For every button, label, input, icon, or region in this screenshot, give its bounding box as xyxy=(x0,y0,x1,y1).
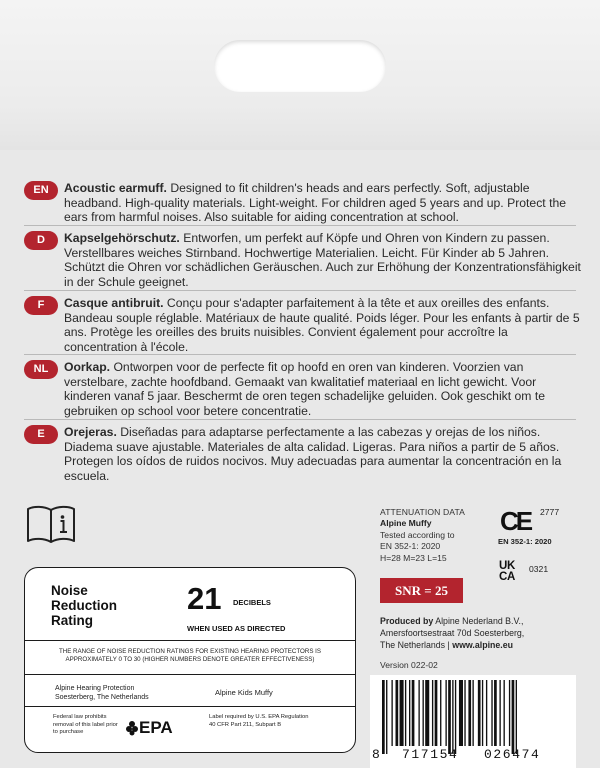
book-info-icon xyxy=(26,504,76,546)
nrr-rule xyxy=(25,706,355,707)
description-title: Acoustic earmuff. xyxy=(64,181,167,195)
description-en xyxy=(24,181,584,225)
ce-notified-body: 2777 xyxy=(540,507,560,517)
barcode-bars xyxy=(382,680,566,754)
noise-reduction-rating-label xyxy=(24,567,356,753)
snr-badge: SNR = 25 xyxy=(380,578,463,603)
epa-flower-icon xyxy=(126,720,138,736)
divider xyxy=(24,354,576,355)
description-title: Orejeras. xyxy=(64,425,117,439)
barcode-left-group: 717154 xyxy=(402,747,459,762)
barcode-bar xyxy=(423,680,424,746)
producer-info xyxy=(380,615,580,652)
divider xyxy=(24,419,576,420)
attenuation-values: H=28 M=23 L=15 xyxy=(380,552,447,563)
nrr-manufacturer-name: Alpine Hearing Protection xyxy=(55,685,135,692)
language-badge: NL xyxy=(24,360,58,379)
description-text xyxy=(64,181,584,225)
nrr-rule xyxy=(25,640,355,641)
barcode-bar xyxy=(494,680,497,746)
barcode-bar xyxy=(459,680,463,746)
attenuation-data xyxy=(380,507,490,564)
attenuation-standard: EN 352-1: 2020 xyxy=(380,541,441,552)
description-body: Designed to fit children's heads and ears perfectly. Soft, adjustable headband. High-quality materials. Light-weight. For children aged 5 years and up. Protect the ears from harmful noises. Also suitable for aiding concentration at school. xyxy=(64,181,567,225)
description-title: Casque antibruit. xyxy=(64,296,164,310)
attenuation-brand: Alpine Muffy xyxy=(380,518,432,529)
barcode-bar xyxy=(440,680,441,746)
barcode-bar xyxy=(512,680,515,754)
nrr-manufacturer xyxy=(55,684,149,702)
barcode-bar xyxy=(468,680,471,746)
producer-address: Amersfoortsestraat 70d Soesterberg, xyxy=(380,628,525,639)
description-de xyxy=(24,231,584,289)
description-fr xyxy=(24,296,584,354)
nrr-unit: DECIBELS xyxy=(233,598,271,607)
epa-logo-text: EPA xyxy=(139,718,173,737)
barcode-bar xyxy=(455,680,456,754)
attenuation-tested: Tested according to xyxy=(380,529,455,540)
language-badge: E xyxy=(24,425,58,444)
nrr-range-note: THE RANGE OF NOISE REDUCTION RATINGS FOR EXISTING HEARING PROTECTORS IS APPROXIMATELY 0 TO 30 (HIGHER NUMBERS DENOTE GREATER EFFECTIVENESS) xyxy=(58,648,322,663)
barcode-bar xyxy=(386,680,387,754)
barcode-bar xyxy=(405,680,406,746)
barcode-bar xyxy=(472,680,473,746)
description-text xyxy=(64,231,584,289)
barcode-bar xyxy=(418,680,419,746)
hang-hole xyxy=(214,40,386,92)
barcode-bar xyxy=(504,680,505,746)
barcode-bar xyxy=(509,680,510,746)
language-badge: F xyxy=(24,296,58,315)
nrr-when-used: WHEN USED AS DIRECTED xyxy=(187,624,286,633)
divider xyxy=(24,225,576,226)
description-text xyxy=(64,296,584,354)
barcode-bar xyxy=(482,680,483,746)
barcode-bar xyxy=(409,680,410,746)
producer-company: Alpine Nederland B.V., xyxy=(433,616,524,626)
barcode-bar xyxy=(425,680,429,746)
barcode-right-group: 026474 xyxy=(484,747,541,762)
divider xyxy=(24,290,576,291)
nrr-product-name: Alpine Kids Muffy xyxy=(215,688,273,697)
version-code: Version 022-02 xyxy=(380,660,438,670)
barcode-bar xyxy=(391,680,392,746)
barcode-bar xyxy=(516,680,517,754)
description-text xyxy=(64,360,584,418)
nrr-label-required: Label required by U.S. EPA Regulation 40 CFR Part 211, Subpart B xyxy=(209,714,309,728)
ce-mark: CE xyxy=(500,506,531,536)
ean-barcode xyxy=(370,675,576,768)
barcode-digits xyxy=(370,747,576,763)
barcode-bar xyxy=(464,680,465,746)
description-title: Oorkap. xyxy=(64,360,111,374)
barcode-bar xyxy=(400,680,404,746)
barcode-bar xyxy=(445,680,446,746)
barcode-bar xyxy=(478,680,481,746)
ukca-mark: UK CA xyxy=(499,560,516,583)
barcode-bar xyxy=(491,680,492,746)
barcode-bar xyxy=(382,680,385,754)
barcode-bar xyxy=(435,680,438,746)
nrr-manufacturer-location: Soesterberg, The Netherlands xyxy=(55,694,149,701)
nrr-title: Noise Reduction Rating xyxy=(51,583,117,628)
ce-standard: EN 352-1: 2020 xyxy=(498,537,552,546)
producer-label: Produced by xyxy=(380,616,434,626)
description-title: Kapselgehörschutz. xyxy=(64,231,180,245)
barcode-bar xyxy=(396,680,399,746)
attenuation-heading: ATTENUATION DATA xyxy=(380,507,465,517)
packaging-top xyxy=(0,0,600,150)
barcode-bar xyxy=(412,680,415,746)
ukca-approved-body: 0321 xyxy=(529,564,549,574)
producer-country: The Netherlands xyxy=(380,640,446,651)
description-body: Entworfen, um perfekt auf Köpfe und Ohren von Kindern zu passen. Verstellbares weiches Stirnband. Hochwertige Materialien. Leicht. Für Kinder ab 5 Jahren. Schützt die Ohren vor schädlichen Geräuschen. Auch zur Erhöhung der Konzentrationsfähigkeit in der Schule geeignet. xyxy=(64,231,581,289)
description-body: Diseñadas para adaptarse perfectamente a las cabezas y orejas de los niños. Diadema suave ajustable. Materiales de alta calidad. Ligeras. Para niños a partir de 5 años. Protegen los oídos de ruidos nocivos. Muy adecuadas para aumentar la concentración en la escuela. xyxy=(64,425,562,483)
nrr-rule xyxy=(25,674,355,675)
barcode-bar xyxy=(486,680,487,746)
barcode-first-digit: 8 xyxy=(372,747,380,762)
language-badge: EN xyxy=(24,181,58,200)
nrr-federal-law: Federal law prohibits removal of this label prior to purchase xyxy=(53,714,118,736)
barcode-bar xyxy=(452,680,453,754)
barcode-bar xyxy=(499,680,500,746)
barcode-bar xyxy=(432,680,433,746)
producer-website[interactable]: www.alpine.eu xyxy=(452,640,514,651)
description-text xyxy=(64,425,584,483)
description-nl xyxy=(24,360,584,418)
description-body: Ontworpen voor de perfecte fit op hoofd en oren van kinderen. Voorzien van verstelbare, zachte hoofdband. Gemaakt van kwalitatief materiaal en licht gewicht. Voor kinderen vanaf 5 jaar. Beschermt de oren tegen schadelijke geluiden. Ook geschikt om te gebruiken op school voor betere concentratie. xyxy=(64,360,546,418)
producer-separator: | xyxy=(445,640,453,651)
barcode-bar xyxy=(448,680,451,754)
nrr-value: 21 xyxy=(187,581,222,616)
description-body: Conçu pour s'adapter parfaitement à la tête et aux oreilles des enfants. Bandeau souple réglable. Matériaux de haute qualité. Poids léger. Pour les enfants à partir de 5 ans. Protège les oreilles des bruits nuisibles. Convient également pour accroître la concentration à l'école. xyxy=(64,296,580,354)
language-badge: D xyxy=(24,231,58,250)
description-es xyxy=(24,425,584,483)
